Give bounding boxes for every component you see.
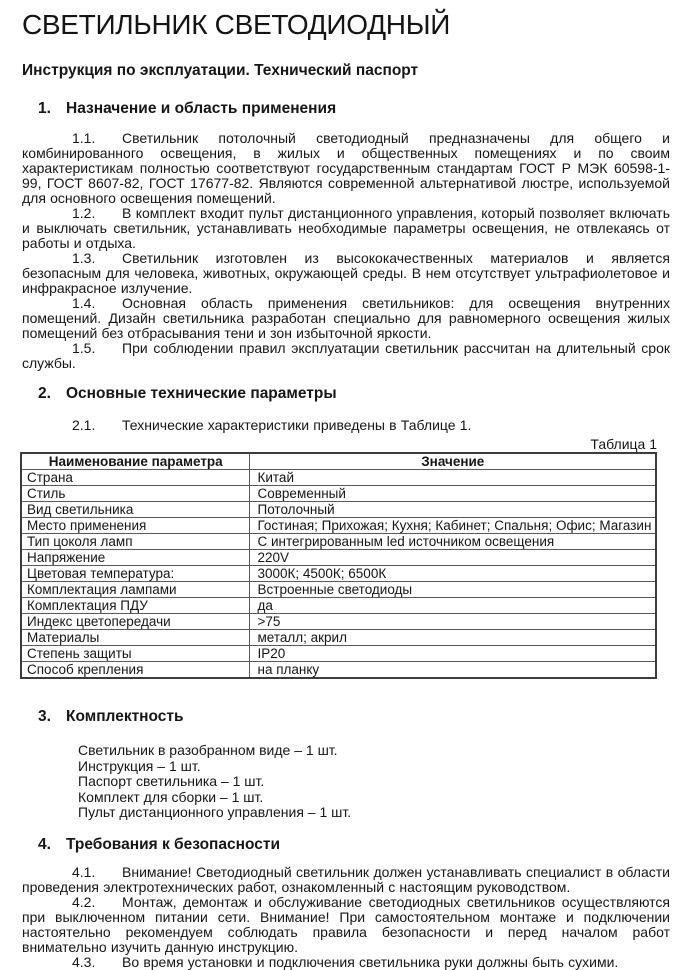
- section-2-heading: [22, 385, 670, 403]
- paragraph-4-2: [22, 895, 670, 955]
- paragraph-2-1-number: 2.1.: [72, 417, 96, 433]
- table-row: [21, 534, 656, 550]
- paragraph-1-3-text: Светильник изготовлен из высококачественных материалов и является безопасным для человека, животных, окружающей среды. В нем отсутствует ультрафиолетовое и инфракрасное излучение.: [22, 250, 670, 296]
- param-cell: Степень защиты: [21, 646, 249, 662]
- paragraph-4-3-text: Во время установки и подключения светильника руки должны быть сухими.: [122, 953, 619, 970]
- table-row: [21, 614, 656, 630]
- paragraph-1-5-number: 1.5.: [72, 340, 96, 356]
- section-4-heading: [22, 836, 670, 854]
- param-cell: Напряжение: [21, 550, 249, 566]
- table-row: [21, 518, 656, 534]
- value-cell: >75: [249, 614, 656, 630]
- value-cell: Потолочный: [249, 502, 656, 518]
- param-cell: Вид светильника: [21, 502, 249, 518]
- paragraph-4-1-text: Внимание! Светодиодный светильник должен устанавливать специалист в области проведения электротехнических работ, ознакомленный с настоящим руководством.: [22, 863, 670, 895]
- param-cell: Стиль: [21, 486, 249, 502]
- param-cell: Тип цоколя ламп: [21, 534, 249, 550]
- value-cell: металл; акрил: [249, 630, 656, 646]
- paragraph-2-1-text: Технические характеристики приведены в Таблице 1.: [122, 417, 472, 433]
- section-2-number: 2.: [38, 385, 51, 402]
- value-cell: 220V: [249, 550, 656, 566]
- paragraph-1-1: [22, 131, 670, 206]
- table-header-row: [21, 453, 656, 470]
- table-row: [21, 502, 656, 518]
- table-row: [21, 630, 656, 646]
- table-row: [21, 566, 656, 582]
- table-row: [21, 486, 656, 502]
- paragraph-1-5: [22, 341, 670, 371]
- paragraph-1-3: [22, 251, 670, 296]
- value-cell: да: [249, 598, 656, 614]
- paragraph-1-1-text: Светильник потолочный светодиодный предназначены для общего и комбинированного освещения, в жилых и общественных помещениях и по своим характеристикам полностью соответствуют государственным стандартам ГОСТ Р МЭК 60598-1-99, ГОСТ 8607-82, ГОСТ 17677-82. Являются современной альтернативой люстре, используемой для основного освещения помещений.: [22, 130, 670, 206]
- table-row: [21, 646, 656, 662]
- value-cell: на планку: [249, 662, 656, 679]
- paragraph-1-2: [22, 206, 670, 251]
- table-row: [21, 550, 656, 566]
- section-4-title: Требования к безопасности: [66, 835, 281, 853]
- paragraph-4-3-number: 4.3.: [72, 953, 96, 970]
- table-caption: Таблица 1: [590, 436, 657, 452]
- section-1-title: Назначение и область применения: [66, 100, 337, 117]
- value-cell: Гостиная; Прихожая; Кухня; Кабинет; Спальня; Офис; Магазин: [249, 518, 656, 534]
- kit-item: Комплект для сборки – 1 шт.: [78, 788, 264, 805]
- value-cell: Встроенные светодиоды: [249, 582, 656, 598]
- paragraph-2-1: [22, 418, 670, 433]
- param-cell: Страна: [21, 470, 249, 486]
- table-row: [21, 662, 656, 679]
- paragraph-1-2-text: В комплект входит пульт дистанционного управления, который позволяет включать и выключать светильник, устанавливать необходимые параметры освещения, не отвлекаясь от работы и отдыха.: [22, 205, 670, 251]
- kit-item: Пульт дистанционного управления – 1 шт.: [78, 804, 352, 820]
- value-cell: Китай: [249, 470, 656, 486]
- paragraph-1-4-number: 1.4.: [72, 295, 96, 311]
- param-cell: Комплектация ПДУ: [21, 598, 249, 614]
- kit-item: Светильник в разобранном виде – 1 шт.: [78, 742, 338, 758]
- paragraph-4-3: [22, 955, 670, 970]
- param-cell: Материалы: [21, 630, 249, 646]
- paragraph-4-2-number: 4.2.: [72, 893, 96, 910]
- section-2-title: Основные технические параметры: [66, 385, 337, 402]
- paragraph-4-1-number: 4.1.: [72, 863, 96, 880]
- document-title: СВЕТИЛЬНИК СВЕТОДИОДНЫЙ: [22, 9, 451, 40]
- paragraph-1-3-number: 1.3.: [72, 250, 96, 266]
- table-header-parameter: Наименование параметра: [21, 453, 249, 470]
- value-cell: С интегрированным led источником освещения: [249, 534, 656, 550]
- table-header-value: Значение: [249, 453, 656, 470]
- section-4-number: 4.: [38, 835, 51, 853]
- paragraph-1-2-number: 1.2.: [72, 205, 96, 221]
- table-row: [21, 470, 656, 486]
- param-cell: Способ крепления: [21, 662, 249, 679]
- value-cell: IP20: [249, 646, 656, 662]
- paragraph-4-1: [22, 865, 670, 895]
- paragraph-1-5-text: При соблюдении правил эксплуатации светильник рассчитан на длительный срок службы.: [22, 340, 670, 371]
- document-subtitle: Инструкция по эксплуатации. Технический паспорт: [22, 62, 419, 79]
- value-cell: 3000К; 4500К; 6500К: [249, 566, 656, 582]
- kit-item: Инструкция – 1 шт.: [78, 757, 201, 774]
- section-1-number: 1.: [38, 100, 51, 117]
- section-3-title: Комплектность: [66, 708, 184, 725]
- table-row: [21, 582, 656, 598]
- paragraph-1-1-number: 1.1.: [72, 130, 96, 146]
- kit-item: Паспорт светильника – 1 шт.: [78, 773, 265, 789]
- param-cell: Комплектация лампами: [21, 582, 249, 598]
- section-1-heading: [22, 100, 670, 118]
- paragraph-1-4: [22, 296, 670, 341]
- value-cell: Современный: [249, 486, 656, 502]
- param-cell: Цветовая температура:: [21, 566, 249, 582]
- paragraph-1-4-text: Основная область применения светильников: для освещения внутренних помещений. Дизайн светильника разработан специально для равномерного освещения жилых помещений без отбрасывания тени и зон избыточной яркости.: [22, 295, 670, 341]
- section-3-heading: [22, 708, 670, 726]
- section-3-number: 3.: [38, 708, 51, 725]
- spec-table: [20, 452, 657, 679]
- kit-list: [78, 743, 670, 821]
- param-cell: Индекс цветопередачи: [21, 614, 249, 630]
- paragraph-4-2-text: Монтаж, демонтаж и обслуживание светодиодных светильников осуществляются при выключенном питании сети. Внимание! При самостоятельном монтаже и подключении настоятельно рекомендуем соблюдать правила безопасности и перед началом работ внимательно изучить данную инструкцию.: [22, 893, 670, 955]
- table-row: [21, 598, 656, 614]
- param-cell: Место применения: [21, 518, 249, 534]
